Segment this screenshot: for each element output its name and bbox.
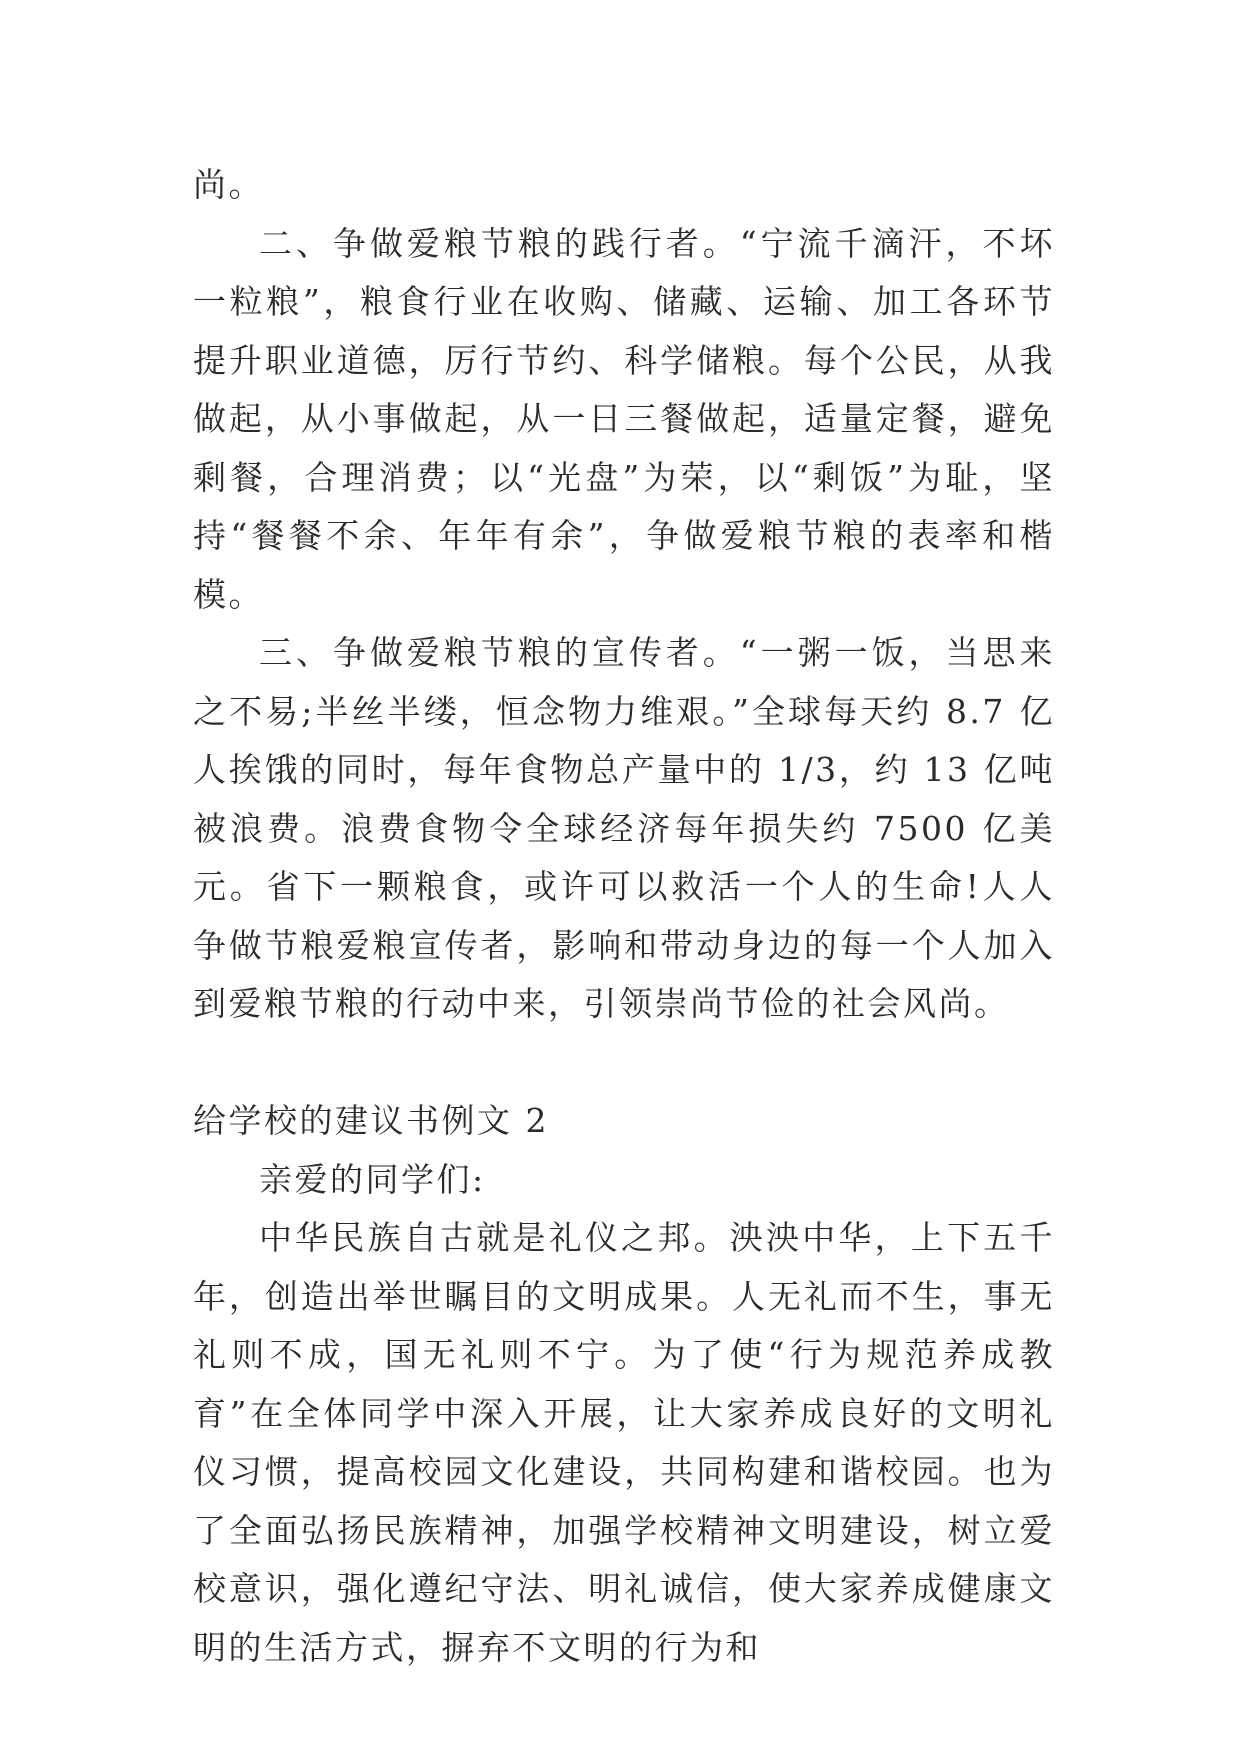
paragraph-advocate: 三、争做爱粮节粮的宣传者。“一粥一饭，当思来之不易;半丝半缕，恒念物力维艰。”全球每天约 8.7 亿人挨饿的同时，每年食物总产量中的 1/3，约 13 亿吨被浪费。浪费食物令全球经济每年损失约 7500 亿美元。省下一颗粮食，或许可以救活一个人的生命!人人争做节粮爱粮宣传者，影响和带动身边的每一个人加入到爱粮节粮的行动中来，引领崇尚节俭的社会风尚。 — [193, 633, 1055, 1023]
paragraph-body: 中华民族自古就是礼仪之邦。泱泱中华，上下五千年，创造出举世瞩目的文明成果。人无礼而不生，事无礼则不成，国无礼则不宁。为了使“行为规范养成教育”在全体同学中深入开展，让大家养成良好的文明礼仪习惯，提高校园文化建设，共同构建和谐校园。也为了全面弘扬民族精神，加强学校精神文明建设，树立爱校意识，强化遵纪守法、明礼诚信，使大家养成健康文明的生活方式，摒弃不文明的行为和 — [193, 1218, 1055, 1667]
document-text — [193, 156, 1055, 1677]
section-title: 给学校的建议书例文 2 — [193, 1101, 549, 1140]
paragraph-practitioner: 二、争做爱粮节粮的践行者。“宁流千滴汗，不坏一粒粮”，粮食行业在收购、储藏、运输、加工各环节提升职业道德，厉行节约、科学储粮。每个公民，从我做起，从小事做起，从一日三餐做起，适量定餐，避免剩餐，合理消费；以“光盘”为荣，以“剩饭”为耻，坚持“餐餐不余、年年有余”，争做爱粮节粮的表率和楷模。 — [193, 223, 1055, 614]
paragraph-continuation: 尚。 — [193, 165, 264, 204]
paragraph-spacer — [193, 1034, 1055, 1093]
salutation: 亲爱的同学们: — [259, 1159, 486, 1199]
